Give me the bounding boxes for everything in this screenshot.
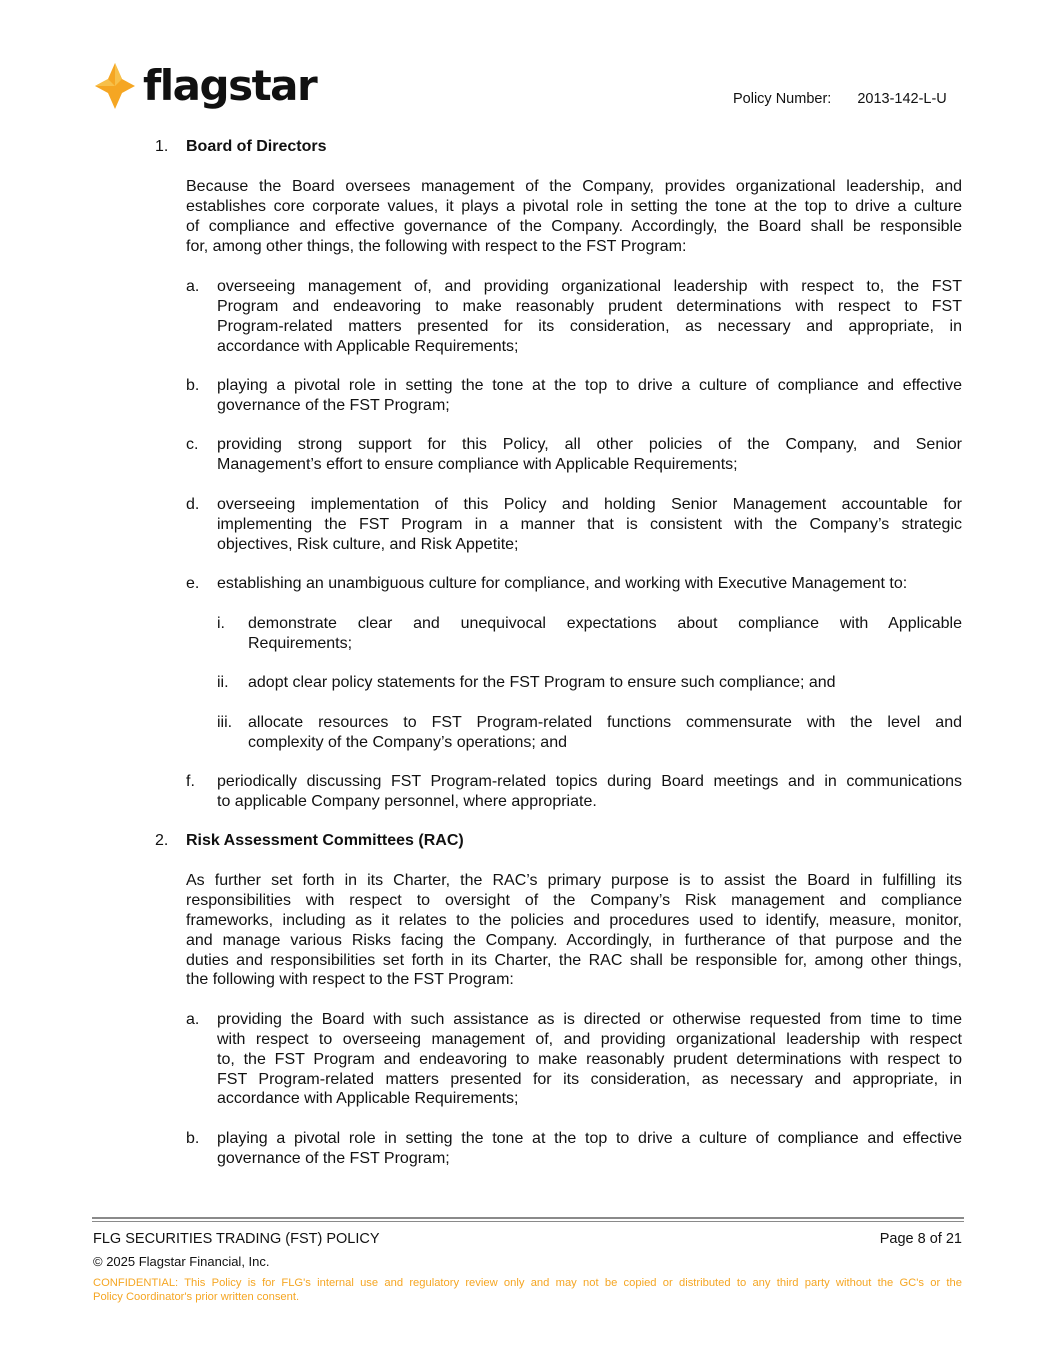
flagstar-logo — [93, 60, 316, 112]
list-item-line: Program-related matters presented for its consideration, as necessary and appropriate, in — [217, 318, 962, 335]
paragraph-line: for, among other things, the following with respect to the FST Program: — [186, 238, 687, 255]
footer-confidential-notice — [93, 1276, 962, 1304]
paragraph-line: responsibilities with respect to oversight of the Company’s Risk management and compliance — [186, 892, 962, 909]
list-item-line: playing a pivotal role in setting the tone at the top to drive a culture of compliance and effective — [217, 377, 962, 394]
footer-page-number: Page 8 of 21 — [879, 1231, 962, 1247]
paragraph-line: of compliance and effective governance of the Company. Accordingly, the Board shall be responsible — [186, 218, 962, 235]
paragraph-line: the following with respect to the FST Program: — [186, 971, 514, 988]
section-title: Risk Assessment Committees (RAC) — [186, 832, 464, 849]
list-item-line: implementing the FST Program in a manner that is consistent with the Company’s strategic — [217, 516, 962, 533]
list-item-line: governance of the FST Program; — [217, 397, 450, 414]
footer-divider — [92, 1217, 964, 1219]
list-item-line: playing a pivotal role in setting the tone at the top to drive a culture of compliance and effective — [217, 1130, 962, 1147]
list-item-line: Program and endeavoring to make reasonably prudent determinations with respect to FST — [217, 298, 962, 315]
footer-copyright: © 2025 Flagstar Financial, Inc. — [93, 1254, 270, 1269]
list-item-line: accordance with Applicable Requirements; — [217, 338, 519, 355]
list-item-line: with respect to overseeing management of, and providing organizational leadership with respect — [217, 1031, 962, 1048]
list-item-line: periodically discussing FST Program-related topics during Board meetings and in communications — [217, 773, 962, 790]
sublist-item-line: complexity of the Company’s operations; and — [248, 734, 567, 751]
list-item-line: overseeing management of, and providing organizational leadership with respect to, the FST — [217, 278, 962, 295]
list-item-line: establishing an unambiguous culture for compliance, and working with Executive Management to: — [217, 575, 908, 592]
footer-document-title: FLG SECURITIES TRADING (FST) POLICY — [93, 1231, 380, 1247]
list-item-line: objectives, Risk culture, and Risk Appetite; — [217, 536, 519, 553]
paragraph-line: establishes core corporate values, it plays a pivotal role in setting the tone at the top to drive a culture — [186, 198, 962, 215]
list-item-line: governance of the FST Program; — [217, 1150, 450, 1167]
list-item-line: Management’s effort to ensure compliance with Applicable Requirements; — [217, 456, 738, 473]
list-item-line: providing strong support for this Policy, all other policies of the Company, and Senior — [217, 436, 962, 453]
list-marker: e. — [186, 575, 200, 592]
sublist-marker: iii. — [217, 714, 233, 731]
sublist-marker: ii. — [217, 674, 229, 691]
list-item-line: to, the FST Program and endeavoring to make reasonably prudent determinations with respect to — [217, 1051, 962, 1068]
paragraph-line: Because the Board oversees management of the Company, provides organizational leadership, and — [186, 178, 962, 195]
list-marker: d. — [186, 496, 200, 513]
list-marker: a. — [186, 1011, 200, 1028]
list-item-line: providing the Board with such assistance as is directed or otherwise requested from time to time — [217, 1011, 962, 1028]
footer-divider — [92, 1221, 964, 1222]
sublist-item-line: adopt clear policy statements for the FST Program to ensure such compliance; and — [248, 674, 836, 691]
sublist-item-line: allocate resources to FST Program-related functions commensurate with the level and — [248, 714, 962, 731]
list-marker: f. — [186, 773, 195, 790]
list-item-line: FST Program-related matters presented for its consideration, as necessary and appropriate, in — [217, 1071, 962, 1088]
sublist-item-line: demonstrate clear and unequivocal expectations about compliance with Applicable — [248, 615, 962, 632]
policy-number-label: Policy Number: — [733, 91, 832, 107]
sublist-marker: i. — [217, 615, 225, 632]
flagstar-star-icon — [93, 61, 137, 111]
paragraph-line: As further set forth in its Charter, the RAC’s primary purpose is to assist the Board in fulfilling its — [186, 872, 962, 889]
policy-number — [733, 91, 947, 107]
paragraph-line: and manage various Risks facing the Company. Accordingly, in furtherance of that purpose and the — [186, 932, 962, 949]
logo-wordmark: flagstar — [143, 61, 317, 110]
list-item-line: to applicable Company personnel, where appropriate. — [217, 793, 597, 810]
list-item-line: overseeing implementation of this Policy and holding Senior Management accountable for — [217, 496, 962, 513]
list-marker: c. — [186, 436, 199, 453]
list-marker: a. — [186, 278, 200, 295]
section-number: 2. — [155, 832, 169, 849]
paragraph-line: duties and responsibilities set forth in its Charter, the RAC shall be responsible for, among other things, — [186, 952, 962, 969]
section-title: Board of Directors — [186, 138, 327, 155]
list-marker: b. — [186, 1130, 200, 1147]
confidential-line: CONFIDENTIAL: This Policy is for FLG's internal use and regulatory review only and may not be copied or distributed to any third party without the GC's or the — [93, 1277, 962, 1289]
section-number: 1. — [155, 138, 169, 155]
paragraph-line: frameworks, including as it relates to the policies and procedures used to identify, measure, monitor, — [186, 912, 962, 929]
list-marker: b. — [186, 377, 200, 394]
sublist-item-line: Requirements; — [248, 635, 353, 652]
policy-number-value: 2013-142-L-U — [857, 91, 947, 107]
confidential-line: Policy Coordinator's prior written consent. — [93, 1291, 300, 1303]
list-item-line: accordance with Applicable Requirements; — [217, 1090, 519, 1107]
